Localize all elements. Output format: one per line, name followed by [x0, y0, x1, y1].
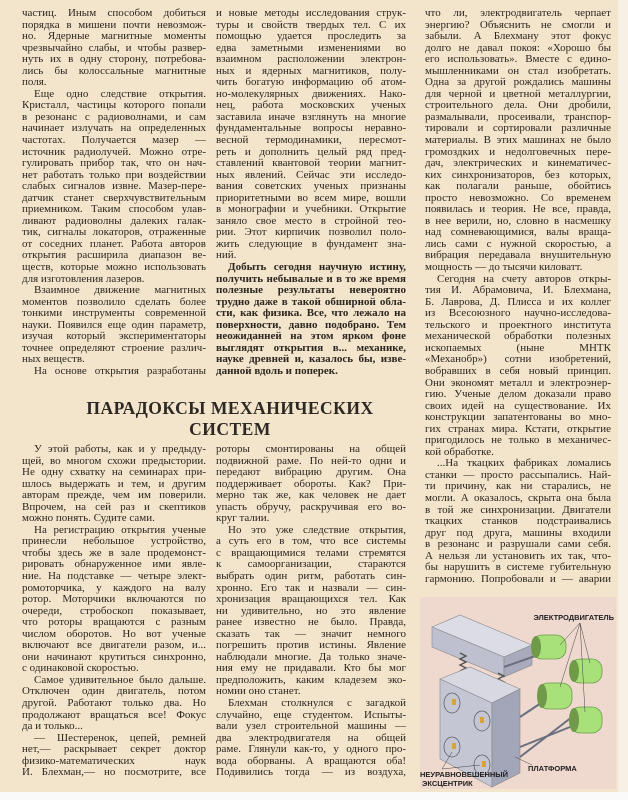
text-line: науки. Появился еще один параметр, [22, 319, 206, 331]
paragraph [425, 8, 611, 274]
paragraph [216, 262, 406, 377]
text-line: науке древней и, казалось бы, изве- [216, 354, 406, 366]
text-line: частотах. Получается мазер — [22, 135, 206, 147]
page-bottom-edge [0, 792, 628, 800]
text-line: На регистрацию открытия ученые [34, 524, 206, 536]
paragraph [425, 458, 611, 585]
text-line: шлось выдержать и тем, и другим [22, 478, 206, 490]
label-eccentric-1: НЕУРАВНОВЕШЕННЫЙ [420, 770, 509, 779]
label-motor: ЭЛЕКТРОДВИГАТЕЛЬ [533, 613, 614, 622]
text-line: — Шестеренок, цепей, ремней [34, 732, 206, 744]
text-line: Блехман столкнулся с загадкой [228, 698, 406, 710]
text-line: долго не давал покоя: «Хорошо бы [425, 42, 611, 54]
text-line: ние. На подставке — четыре элект- [22, 571, 206, 583]
text-line: Впрочем, на сей раз и скептиков [22, 501, 206, 513]
text-line: гармонию. Попробовали и — аварии [425, 573, 611, 585]
paragraph [22, 285, 206, 366]
text-line: Сегодня на счету авторов откры- [437, 273, 611, 285]
text-line: Добыть сегодня научную истину, [228, 262, 406, 274]
paragraph [22, 444, 206, 525]
text-line: порядка в мишени почти невозмож- [22, 19, 206, 31]
text-line: Взаимное движение магнитных [34, 285, 206, 297]
text-line: что ли, электродвигатель черпает [425, 8, 611, 19]
text-line: ранее известно не было. Правда, [216, 617, 406, 629]
text-line: помощью удается проследить за [216, 31, 406, 43]
text-line: упасть обручу, раскручивая его во- [216, 501, 406, 513]
text-line: нет,— раскрывает секрет доктор [22, 744, 206, 756]
text-line: для черной и цветной металлургии, [425, 88, 611, 100]
text-line: открытия расширила диапазон ве- [22, 250, 206, 262]
text-line: наблюдали многие. Да только значе- [216, 651, 406, 663]
title-line-2: СИСТЕМ [189, 419, 271, 439]
text-line: ротор. Моторчики включаются по [22, 594, 206, 606]
text-line: У этой работы, как и у предыду- [34, 444, 206, 455]
text-line: с одинаковой скоростью. [22, 663, 139, 675]
text-line: ния ему не придавали. Кто бы мог [216, 663, 406, 675]
text-line: гию. Ученые делом доказали право [425, 389, 611, 401]
text-line: А нельзя ли установить их так, что- [425, 550, 611, 562]
text-line: весной термодинамики, пересмот- [216, 135, 406, 147]
text-line: хронно. Его так и назвали — син- [216, 582, 406, 594]
text-line: в резонанс с радиоволнами, и сам [22, 111, 206, 123]
text-line: и новые методы исследования струк- [216, 8, 406, 19]
text-line: круг талии. [216, 513, 270, 525]
text-line: предположить, каким кладезем эко- [216, 674, 406, 686]
text-line: пригодилось не только в механичес- [425, 435, 611, 447]
text-line: лись сами с нужной скоростью, а [425, 238, 611, 250]
text-line: они начинают крутиться синхронно, [22, 651, 206, 663]
paragraph [22, 525, 206, 675]
text-line: чтобы здесь же в зале продемонст- [22, 547, 206, 559]
text-line: щей, во многом схожи предыстории. [22, 455, 206, 467]
text-line: забыли. А Блехману этот фокус [425, 31, 611, 43]
text-line: начинает излучать на определенных [22, 123, 206, 135]
text-line: но-молекулярных движениях. Нако- [216, 88, 406, 100]
text-line: строительного дела. Они дробили, [425, 100, 611, 112]
text-line: энергию? Объяснить не смогли и [425, 19, 611, 31]
text-line: раме. Глянули как-то, у одного про- [216, 744, 406, 756]
paragraph [22, 8, 206, 89]
text-line: На основе открытия разработаны [34, 365, 206, 377]
text-line: моментов позволило сделать более [22, 296, 206, 308]
text-line: жить следующие в фундамент зна- [216, 238, 406, 250]
text-line: реть и дополнить целый ряд пред- [216, 146, 406, 158]
text-line: дач, электрических и кинематичес- [425, 158, 611, 170]
text-line: поддерживает обороты. Как? При- [216, 478, 406, 490]
text-line: номии оно станет. [216, 686, 301, 698]
text-line: лись бы колоссальные магнитные [22, 65, 206, 77]
text-line: рии. Этот кирпичик позволил поло- [216, 227, 406, 239]
text-line: чить богатую информацию об атом- [216, 77, 406, 89]
paragraph [22, 89, 206, 285]
text-line: громоздких и недолговечных пере- [425, 146, 611, 158]
text-line: от соседних планет. Работа авторов [22, 238, 206, 250]
text-line: нец, работа московских ученых [216, 100, 406, 112]
text-line: Кристалл, частицы которого попали [22, 100, 206, 112]
text-line: хронизация вращающихся тел. Как [216, 594, 406, 606]
text-line: ществ, которые можно использовать [22, 262, 206, 274]
text-line: но. Ядерные магнитные моменты [22, 31, 206, 43]
text-line: Отключен один двигатель, потом [22, 686, 206, 698]
text-line: бы нарушить в системе губительную [425, 562, 611, 574]
text-line: Но это уже следствие открытия, [228, 524, 406, 536]
text-line: а суть его в том, что все системы [216, 536, 406, 548]
text-line: авторам прежде, чем им поверили. [22, 490, 206, 502]
text-line: туры и свойств твердых тел. С их [216, 19, 406, 31]
column-top-left [22, 8, 206, 378]
text-line: материалы. В этих машинах не было [425, 135, 611, 147]
text-line: его использовать». Вместе с едино- [425, 54, 611, 66]
text-line: неожиданней на этом ярком фоне [216, 331, 406, 343]
text-line: точнее определяют строение различ- [22, 342, 206, 354]
text-line: просто невозможно. Со временем [425, 192, 611, 204]
paragraph [216, 698, 406, 779]
text-line: для изготовления лазеров. [22, 273, 145, 285]
text-line: заставила иначе взглянуть на многие [216, 111, 406, 123]
text-line: что роторы вращаются с разным [22, 617, 206, 629]
text-line: в нее верили, но, словно в насмешку [425, 215, 611, 227]
text-line: к самоорганизации, стараются [216, 559, 406, 571]
text-line: взаимном расположении электрон- [216, 54, 406, 66]
text-line: друг под друга, машины входили [425, 527, 611, 539]
text-line: получить небывалые и в то же время [216, 273, 406, 285]
text-line: в той же синхронизации. Двигатели [425, 504, 611, 516]
text-line: приоритетными во всем мире, вошли [216, 192, 406, 204]
text-line: вобравших в себя новый принцип. [425, 365, 611, 377]
text-line: вания советских ученых признаны [216, 181, 406, 193]
text-line: «Механобр») сотни изобретений, [425, 354, 611, 366]
text-line: мерно так же, как человек не дает [216, 490, 406, 502]
text-line: передают вибрацию другим. Она [216, 467, 406, 479]
text-line: тонкими инструменты современной [22, 308, 206, 320]
text-line: ископаемых (ныне МНТК [425, 342, 611, 354]
text-line: вибрация передавала внушительную [425, 250, 611, 262]
label-eccentric-2: ЭКСЦЕНТРИК [422, 779, 473, 788]
text-line: слабых сигналов извне. Мазер-пере- [22, 181, 206, 193]
text-line: другой. Работают только два. Но [22, 698, 206, 710]
text-line: мощность — до тысячи киловатт. [425, 262, 583, 274]
paragraph [216, 444, 406, 525]
text-line: ни удивительно, но это явление [216, 605, 406, 617]
column-bottom-middle [216, 444, 406, 779]
text-line: могли. А оказалось, скрыта она была [425, 492, 611, 504]
text-line: ставлений квантовой теории магнит- [216, 158, 406, 170]
text-line: конструкции запатентованы во мно- [425, 412, 611, 424]
text-line: Б. Лаврова, Д. Плисса и их коллег [425, 296, 611, 308]
text-line: включают все двигатели разом, и... [22, 640, 206, 652]
text-line: с вращающимися телами стремятся [216, 547, 406, 559]
text-line: едва заметными изменениями во [216, 42, 406, 54]
text-line: как полагали раньше, обойтись [425, 181, 611, 193]
text-line: ных явлений. Сейчас эти исследо- [216, 169, 406, 181]
text-line: тельского и проектного института [425, 319, 611, 331]
text-line: нет работать только при воздействии [22, 169, 206, 181]
mechanism-illustration [420, 597, 616, 789]
text-line: Еще одно следствие открытия. [34, 88, 206, 100]
text-line: ткацких станков подстраивались [425, 516, 611, 528]
text-line: можно понять. Судите сами. [22, 513, 155, 525]
text-line: случайно, еще студентом. Испыты- [216, 709, 406, 721]
text-line: продолжают вращаться все! Фокус [22, 709, 206, 721]
paragraph [216, 525, 406, 698]
paragraph [425, 274, 611, 459]
text-line: приемником. Таким способом улав- [22, 204, 206, 216]
text-line: гих странах мира. Кстати, открытие [425, 423, 611, 435]
text-line: над сомневающимися, валы враща- [425, 227, 611, 239]
text-line: ных и ядерных магнитиков, полу- [216, 65, 406, 77]
text-line: мышленниками он стал изобретать. [425, 65, 611, 77]
text-line: фундаментальные вопросы неравно- [216, 123, 406, 135]
text-line: выглядят открытия в... механике, [216, 342, 406, 354]
text-line: частиц. Иным способом добиться [22, 8, 206, 19]
text-line: в резонанс и разрушали сами себя. [425, 539, 611, 551]
text-line: ких синхронизаторов, без которых, [425, 169, 611, 181]
text-line: рировать обнаруженное ими явле- [22, 559, 206, 571]
text-line: И. Блехман,— но посмотрите, все [22, 767, 206, 779]
text-line: вали узел строительной машины — [216, 721, 406, 733]
text-line: в монографии и учебники. Открытие [216, 204, 406, 216]
text-line: размалывали, просеивали, транспор- [425, 111, 611, 123]
text-line: Одна за другой рождались машины [425, 77, 611, 89]
paragraph [22, 675, 206, 733]
text-line: чрезвычайно слабы, и чтобы развер- [22, 42, 206, 54]
text-line: сказать так — значит немного [216, 628, 406, 640]
text-line: числом оборотов. Но вот ученые [22, 628, 206, 640]
paragraph [216, 8, 406, 262]
title-line-1: ПАРАДОКСЫ МЕХАНИЧЕСКИХ [86, 398, 374, 418]
text-line: Подивились тогда — из воздуха, [216, 767, 406, 779]
text-line: трудно даже в такой обширной обла- [216, 296, 406, 308]
text-line: поверхности, давно подобрано. Тем [216, 319, 406, 331]
text-line: тик, сигналы локаторов, отраженные [22, 227, 206, 239]
text-line: из Всесоюзного научно-исследова- [425, 308, 611, 320]
text-line: подвижной раме. По ней-то одни и [216, 455, 406, 467]
text-line: ...На ткацких фабриках ломались [437, 458, 611, 470]
text-line: Самое удивительное было дальше. [34, 674, 206, 686]
text-line: источник радиолучей. Можно отре- [22, 146, 206, 158]
text-line: Они экономят металл и электроэнер- [425, 377, 611, 389]
text-line: тия И. Абрамовича, И. Блехмана, [425, 285, 611, 297]
text-line: гулировать прибор так, что он нач- [22, 158, 206, 170]
text-line: ливают радиоволны далеких галак- [22, 215, 206, 227]
text-line: поля. [22, 77, 47, 89]
vibration-platform-diagram [420, 597, 616, 789]
text-line: данной вдоль и поперек. [216, 365, 338, 377]
text-line: Не одну схватку на семинарах при- [22, 467, 206, 479]
text-line: появилась и теория. Не все, правда, [425, 204, 611, 216]
text-line: да и только... [22, 721, 83, 733]
text-line: ных веществ. [22, 354, 85, 366]
text-line: два электродвигателя на общей [216, 732, 406, 744]
column-top-middle [216, 8, 406, 378]
text-line: полезные результаты невероятно [216, 285, 406, 297]
article-title [30, 398, 430, 440]
text-line: станки — просто рассыпались. Най- [425, 469, 611, 481]
text-line: сти, как физика. Все, что лежало на [216, 308, 406, 320]
column-right [425, 8, 611, 585]
text-line: своих идей на существование. Их [425, 400, 611, 412]
text-line: датчик станет сверхчувствительным [22, 192, 206, 204]
paragraph [22, 366, 206, 378]
text-line: заняло свое место в стройной тео- [216, 215, 406, 227]
text-line: изучая который экспериментаторы [22, 331, 206, 343]
text-line: роторы смонтированы на общей [216, 444, 406, 455]
page-edge [618, 0, 628, 800]
text-line: погрешить против истины. Явление [216, 640, 406, 652]
text-line: ний. [216, 250, 237, 262]
text-line: кой обработке. [425, 446, 494, 458]
text-line: тировали и сортировали различные [425, 123, 611, 135]
column-bottom-left [22, 444, 206, 779]
text-line: очереди, стробоскоп показывает, [22, 605, 206, 617]
text-line: ти причину, как ни старались, не [425, 481, 611, 493]
text-line: ромоторчика, у каждого на валу [22, 582, 206, 594]
text-line: физико-математических наук [22, 755, 206, 767]
text-line: нуть их в одну сторону, потребова- [22, 54, 206, 66]
paragraph [22, 733, 206, 779]
label-platform: ПЛАТФОРМА [528, 764, 577, 773]
text-line: принесли небольшое устройство, [22, 536, 206, 548]
text-line: выбрать один ритм, работать син- [216, 571, 406, 583]
text-line: механической обработки полезных [425, 331, 611, 343]
text-line: вода оборваны. А вращаются оба! [216, 755, 406, 767]
